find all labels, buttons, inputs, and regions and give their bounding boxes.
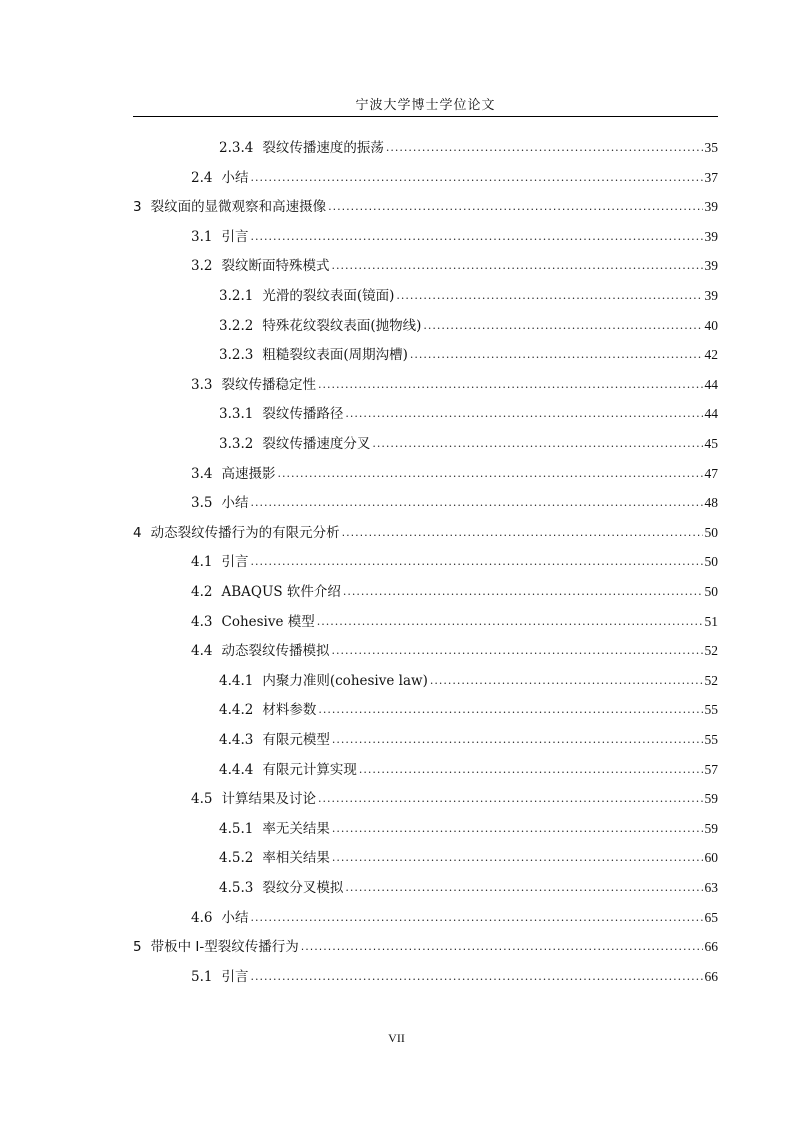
dot-leader	[410, 346, 703, 364]
dot-leader	[359, 761, 703, 779]
toc-entry-number: 4.4.4	[219, 761, 254, 778]
toc-entry-number: 3.3.2	[219, 436, 254, 452]
toc-entry-number: 3.2.1	[219, 288, 254, 304]
toc-entry-title: 内聚力准则(cohesive law)	[262, 672, 428, 689]
toc-entry-page: 50	[704, 584, 718, 599]
toc-entry-title: 裂纹传播速度的振荡	[262, 140, 384, 156]
dot-leader	[328, 198, 702, 216]
toc-entry-page: 57	[704, 761, 718, 777]
toc-entry-page: 47	[704, 465, 718, 481]
dot-leader	[345, 405, 702, 423]
toc-entry-page: 51	[704, 613, 718, 629]
dot-leader	[331, 257, 702, 275]
dot-leader	[317, 613, 703, 631]
toc-entry-page: 66	[704, 968, 718, 984]
toc-entry[interactable]	[133, 755, 718, 779]
toc-entry-number: 3.3	[191, 376, 213, 393]
toc-entry-number: 4.4.2	[219, 702, 254, 719]
toc-entry[interactable]	[133, 370, 718, 394]
toc-entry-title: 裂纹面的显微观察和高速摄像	[150, 199, 327, 216]
toc-entry-number: 3.4	[191, 465, 213, 482]
toc-entry[interactable]	[133, 695, 718, 719]
toc-entry-number: 4.1	[191, 554, 213, 571]
dot-leader	[250, 968, 702, 986]
toc-entry-number: 2.3.4	[219, 140, 254, 156]
toc-entry-page: 39	[704, 199, 718, 215]
toc-entry-page: 35	[704, 140, 718, 155]
dot-leader	[332, 820, 703, 838]
toc-entry-title: 特殊花纹裂纹表面(抛物线)	[262, 317, 422, 334]
toc-entry-page: 42	[704, 347, 718, 363]
dot-leader	[332, 849, 703, 867]
toc-entry-page: 59	[704, 820, 718, 836]
toc-entry-number: 3	[133, 199, 142, 216]
toc-entry-number: 4.4	[191, 643, 213, 660]
toc-entry-title: 裂纹传播稳定性	[221, 376, 316, 393]
dot-leader	[332, 731, 703, 749]
toc-entry-title: 计算结果及讨论	[221, 791, 316, 808]
toc-entry-title: 动态裂纹传播行为的有限元分析	[150, 524, 340, 541]
toc-entry[interactable]	[133, 488, 718, 512]
page-header: 宁波大学博士学位论文	[355, 98, 496, 113]
toc-entry-number: 4	[133, 524, 142, 541]
toc-entry-title: 引言	[221, 228, 249, 245]
toc-entry-title: 率相关结果	[262, 850, 330, 867]
toc-entry-title: 裂纹传播速度分叉	[262, 436, 371, 452]
toc-entry-number: 3.2.2	[219, 317, 254, 334]
toc-entry-page: 55	[704, 732, 718, 747]
toc-entry-page: 52	[704, 643, 718, 659]
toc-entry-page: 39	[704, 228, 718, 244]
dot-leader	[318, 376, 703, 394]
dot-leader	[250, 169, 702, 187]
toc-entry[interactable]	[133, 814, 718, 838]
toc-entry-page: 44	[704, 406, 718, 422]
toc-entry-number: 3.3.1	[219, 406, 254, 423]
toc-entry-title: 带板中 I-型裂纹传播行为	[150, 939, 299, 956]
toc-entry-title: 裂纹分叉模拟	[262, 880, 344, 896]
toc-entry-title: 有限元模型	[262, 732, 330, 748]
toc-entry[interactable]	[133, 281, 718, 305]
toc-entry-title: 光滑的裂纹表面(镜面)	[262, 288, 395, 304]
dot-leader	[345, 879, 702, 897]
toc-entry-page: 50	[704, 524, 718, 540]
toc-entry-title: 高速摄影	[221, 465, 276, 482]
toc-entry[interactable]	[133, 133, 718, 157]
dot-leader	[372, 435, 702, 453]
toc-entry-title: 粗糙裂纹表面(周期沟槽)	[262, 347, 408, 364]
dot-leader	[318, 701, 702, 719]
dot-leader	[342, 524, 703, 542]
toc-entry[interactable]	[133, 577, 718, 601]
toc-entry-page: 39	[704, 288, 718, 303]
toc-entry[interactable]	[133, 340, 718, 364]
toc-entry-page: 60	[704, 850, 718, 866]
toc-entry[interactable]	[133, 962, 718, 986]
toc-entry[interactable]	[133, 547, 718, 571]
toc-entry[interactable]	[133, 192, 718, 216]
toc-entry[interactable]	[133, 666, 718, 690]
dot-leader	[250, 553, 702, 571]
toc-entry[interactable]	[133, 784, 718, 808]
dot-leader	[423, 317, 702, 335]
toc-entry-page: 48	[704, 495, 718, 511]
toc-entry-number: 5	[133, 939, 142, 956]
toc-entry-title: ABAQUS 软件介绍	[221, 584, 341, 600]
toc-entry[interactable]	[133, 459, 718, 483]
toc-entry-page: 37	[704, 169, 718, 185]
toc-entry-page: 45	[704, 436, 718, 451]
dot-leader	[277, 465, 702, 483]
dot-leader	[250, 909, 702, 927]
toc-entry[interactable]	[133, 725, 718, 749]
toc-entry-title: 率无关结果	[262, 820, 330, 837]
dot-leader	[396, 287, 702, 305]
toc-entry[interactable]	[133, 903, 718, 927]
toc-entry-title: 小结	[221, 169, 249, 186]
toc-entry[interactable]	[133, 163, 718, 187]
toc-entry[interactable]	[133, 311, 718, 335]
toc-entry[interactable]	[133, 873, 718, 897]
dot-leader	[250, 494, 702, 512]
toc-entry-number: 4.5.2	[219, 850, 254, 867]
dot-leader	[343, 583, 703, 601]
toc-entry-number: 4.2	[191, 584, 213, 600]
toc-entry[interactable]	[133, 518, 718, 542]
toc-entry-number: 5.1	[191, 968, 213, 985]
toc-entry-number: 3.5	[191, 495, 213, 512]
header-rule	[133, 116, 718, 117]
toc-entry-title: 裂纹断面特殊模式	[221, 258, 330, 275]
toc-entry-number: 4.3	[191, 613, 213, 630]
toc-entry-number: 3.1	[191, 228, 213, 245]
dot-leader	[331, 642, 702, 660]
dot-leader	[250, 228, 702, 246]
toc-entry-number: 3.2.3	[219, 347, 254, 364]
toc-entry-number: 4.5	[191, 791, 213, 808]
toc-entry-title: Cohesive 模型	[221, 613, 315, 630]
toc-entry-page: 52	[704, 672, 718, 688]
toc-entry[interactable]	[133, 932, 718, 956]
toc-entry[interactable]	[133, 399, 718, 423]
toc-entry-number: 4.4.3	[219, 732, 254, 748]
dot-leader	[386, 139, 703, 157]
toc-entry-number: 4.5.1	[219, 820, 254, 837]
toc-entry-title: 动态裂纹传播模拟	[221, 643, 330, 660]
dot-leader	[318, 790, 703, 808]
toc-entry-title: 有限元计算实现	[262, 761, 357, 778]
toc-entry-number: 4.4.1	[219, 672, 254, 689]
toc-entry[interactable]	[133, 636, 718, 660]
toc-entry-page: 50	[704, 554, 718, 570]
toc-entry-page: 44	[704, 376, 718, 392]
dot-leader	[430, 672, 703, 690]
toc-entry-number: 2.4	[191, 169, 213, 186]
toc-entry-title: 小结	[221, 909, 249, 926]
toc-entry-page: 55	[704, 702, 718, 718]
page-number: VII	[388, 1031, 405, 1045]
toc-entry-title: 小结	[221, 495, 249, 512]
toc-entry-page: 66	[704, 939, 718, 955]
dot-leader	[301, 938, 703, 956]
toc-entry-page: 40	[704, 317, 718, 333]
toc-entry-page: 59	[704, 791, 718, 807]
toc-entry[interactable]	[133, 222, 718, 246]
toc-entry[interactable]	[133, 251, 718, 275]
toc-entry[interactable]	[133, 843, 718, 867]
toc-entry-title: 裂纹传播路径	[262, 406, 344, 423]
toc-entry-title: 材料参数	[262, 702, 317, 719]
toc-entry-page: 63	[704, 880, 718, 895]
toc-entry[interactable]	[133, 429, 718, 453]
toc-entry-number: 3.2	[191, 258, 213, 275]
toc-entry-page: 65	[704, 909, 718, 925]
toc-entry-title: 引言	[221, 968, 249, 985]
toc-entry-number: 4.6	[191, 909, 213, 926]
toc-entry[interactable]	[133, 607, 718, 631]
toc-entry-title: 引言	[221, 554, 249, 571]
toc-entry-number: 4.5.3	[219, 880, 254, 896]
toc-entry-page: 39	[704, 258, 718, 274]
